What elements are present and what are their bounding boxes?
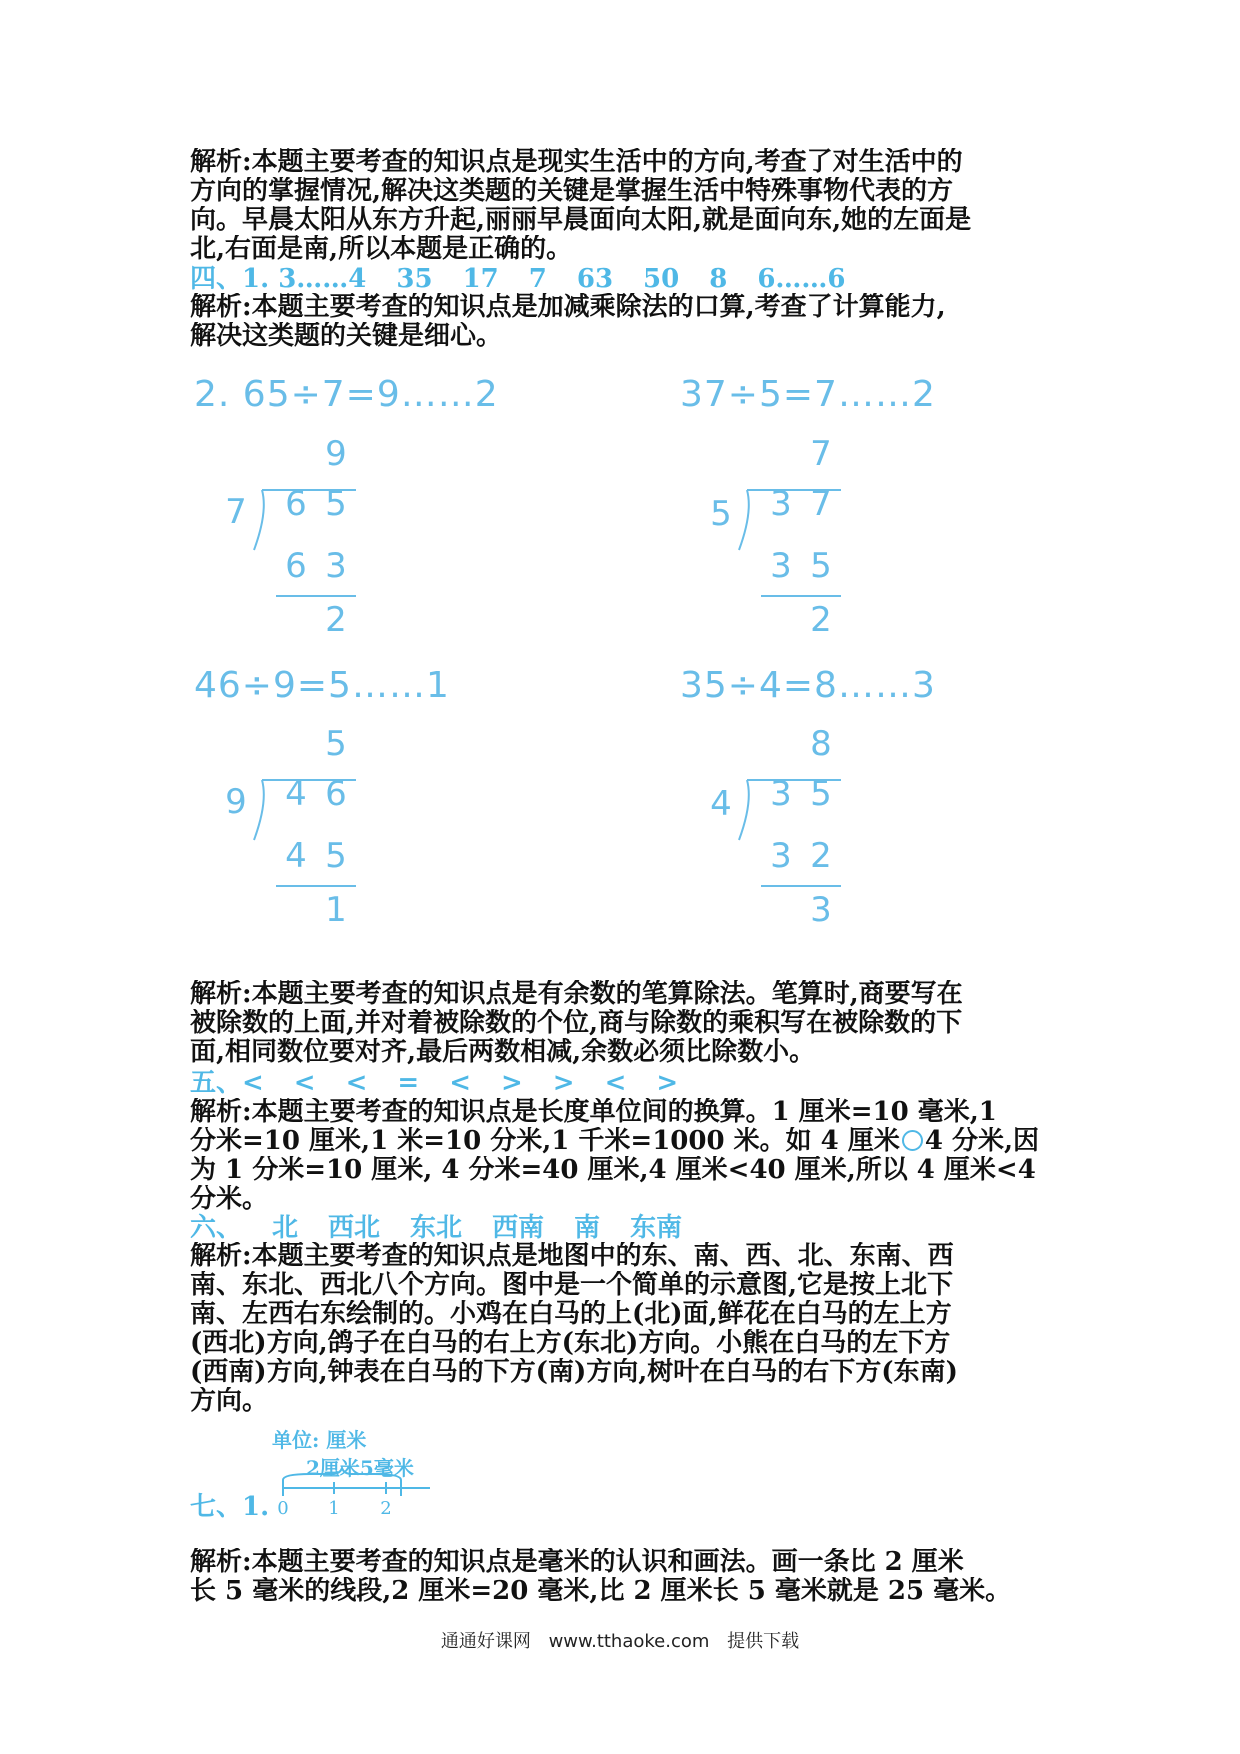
text-segment: 4 分米,因: [924, 1127, 1040, 1156]
answer-section-six: [190, 1213, 712, 1243]
ruler-tick-1: 1: [328, 1498, 340, 1519]
answer-item: 50: [643, 264, 680, 294]
divisor: 7: [225, 492, 247, 532]
text-line: 解析:本题主要考查的知识点是地图中的东、南、西、北、东南、西: [190, 1242, 954, 1271]
division-equation-4: 35÷4=8……3: [680, 665, 936, 706]
product-digit: 5: [325, 836, 347, 876]
text-line: 方向。: [190, 1387, 269, 1416]
product-digit: 6: [285, 546, 307, 586]
text-line: 解析:本题主要考查的知识点是有余数的笔算除法。笔算时,商要写在: [190, 980, 963, 1009]
text-line: 解析:本题主要考查的知识点是加减乘除法的口算,考查了计算能力,: [190, 293, 946, 322]
division-equation-2: 37÷5=7……2: [680, 374, 936, 415]
text-line: 北,右面是南,所以本题是正确的。: [190, 235, 573, 264]
answer-item: >: [500, 1068, 523, 1098]
answer-item: 六、: [190, 1213, 243, 1243]
answer-item: 63: [576, 264, 614, 294]
product-digit: 2: [810, 836, 832, 876]
answer-item: <: [604, 1068, 627, 1098]
answer-section-four: [190, 264, 876, 294]
text-line: 为 1 分米=10 厘米, 4 分米=40 厘米,4 厘米<40 厘米,所以 4 厘米<4: [190, 1156, 1036, 1185]
text-line: 解决这类题的关键是细心。: [190, 322, 503, 351]
text-line: 分米。: [190, 1185, 269, 1214]
remainder: 2: [325, 600, 347, 640]
product-digit: 3: [325, 546, 347, 586]
divisor: 4: [710, 784, 732, 824]
text-line: 被除数的上面,并对着被除数的个位,商与除数的乘积写在被除数的下: [190, 1009, 963, 1038]
answer-item: <: [345, 1068, 368, 1098]
division-bracket: [210, 434, 370, 654]
explanation-6: [190, 1548, 1060, 1606]
text-line: 向。早晨太阳从东方升起,丽丽早晨面向太阳,就是面向东,她的左面是: [190, 206, 972, 235]
answer-item: 西北: [328, 1213, 381, 1243]
division-equation-1: 2. 65÷7=9……2: [194, 374, 499, 415]
ruler-tick-0: 0: [277, 1498, 289, 1519]
explanation-4: [190, 1098, 1060, 1214]
product-digit: 3: [770, 836, 792, 876]
answer-item: 五、<: [190, 1068, 264, 1098]
quotient: 7: [810, 434, 832, 474]
answer-label: 七、1.: [190, 1492, 270, 1522]
product-digit: 3: [770, 546, 792, 586]
explanation-1: [190, 148, 1060, 264]
answer-item: 东南: [630, 1213, 683, 1243]
divisor: 9: [225, 782, 247, 822]
footer-note: 提供下载: [727, 1631, 800, 1652]
answer-section-five: [190, 1068, 708, 1098]
explanation-5: [190, 1242, 1060, 1416]
remainder: 1: [325, 890, 347, 930]
remainder: 2: [810, 600, 832, 640]
quotient: 5: [325, 724, 347, 764]
text-line: [190, 1127, 1060, 1156]
dividend-digit: 3: [770, 484, 792, 524]
division-bracket: [210, 724, 370, 944]
answer-item: 西南: [492, 1213, 545, 1243]
answer-item: <: [293, 1068, 316, 1098]
divisor: 5: [710, 494, 732, 534]
answer-item: <: [449, 1068, 471, 1098]
dividend-digit: 5: [810, 774, 832, 814]
answer-item: 东北: [410, 1213, 463, 1243]
division-bracket: [695, 724, 855, 944]
answer-item: =: [397, 1068, 420, 1098]
explanation-3: [190, 980, 1060, 1067]
remainder: 3: [810, 890, 832, 930]
segment-length-label: 2厘米5毫米: [306, 1456, 414, 1480]
dividend-digit: 6: [325, 774, 347, 814]
text-line: 南、左西右东绘制的。小鸡在白马的上(北)面,鲜花在白马的左上方: [190, 1300, 952, 1329]
quotient: 9: [325, 434, 347, 474]
text-line: 解析:本题主要考查的知识点是现实生活中的方向,考查了对生活中的: [190, 148, 963, 177]
footer: [0, 1627, 1240, 1653]
ruler-tick-2: 2: [380, 1498, 392, 1519]
answer-item: 7: [528, 264, 547, 294]
quotient: 8: [810, 724, 832, 764]
answer-item: 17: [462, 264, 499, 294]
text-line: (西南)方向,钟表在白马的下方(南)方向,树叶在白马的右下方(东南): [190, 1358, 958, 1387]
footer-url[interactable]: www.tthaoke.com: [548, 1631, 710, 1652]
answer-item: 四、1. 3……4: [190, 264, 367, 294]
dividend-digit: 6: [285, 484, 307, 524]
dividend-digit: 7: [810, 484, 832, 524]
answer-item: 35: [396, 264, 433, 294]
text-line: 方向的掌握情况,解决这类题的关键是掌握生活中特殊事物代表的方: [190, 177, 954, 206]
division-equation-3: 46÷9=5……1: [194, 665, 450, 706]
answer-item: >: [552, 1068, 575, 1098]
text-line: 解析:本题主要考查的知识点是长度单位间的换算。1 厘米=10 毫米,1: [190, 1098, 997, 1127]
dividend-digit: 4: [285, 774, 307, 814]
answer-item: 北: [272, 1213, 299, 1243]
dividend-digit: 3: [770, 774, 792, 814]
division-bracket: [695, 434, 855, 654]
answer-item: >: [656, 1068, 679, 1098]
product-digit: 4: [285, 836, 307, 876]
answer-item: 南: [574, 1213, 601, 1243]
text-line: 长 5 毫米的线段,2 厘米=20 毫米,比 2 厘米长 5 毫米就是 25 毫米。: [190, 1577, 1012, 1606]
text-line: 面,相同数位要对齐,最后两数相减,余数必须比除数小。: [190, 1038, 816, 1067]
answer-item: 8: [709, 264, 728, 294]
product-digit: 5: [810, 546, 832, 586]
footer-site-name: 通通好课网: [440, 1631, 531, 1652]
dividend-digit: 5: [325, 484, 347, 524]
text-line: 南、东北、西北八个方向。图中是一个简单的示意图,它是按上北下: [190, 1271, 954, 1300]
comparison-circle-icon: [902, 1130, 923, 1151]
ruler-unit-label: 单位: 厘米: [272, 1428, 367, 1452]
explanation-2: [190, 293, 1060, 351]
text-line: 解析:本题主要考查的知识点是毫米的认识和画法。画一条比 2 厘米: [190, 1548, 964, 1577]
answer-section-seven: [190, 1492, 299, 1522]
text-segment: 分米=10 厘米,1 米=10 分米,1 千米=1000 米。如 4 厘米: [190, 1127, 900, 1156]
text-line: (西北)方向,鸽子在白马的右上方(东北)方向。小熊在白马的左下方: [190, 1329, 951, 1358]
answer-item: 6……6: [757, 264, 846, 294]
